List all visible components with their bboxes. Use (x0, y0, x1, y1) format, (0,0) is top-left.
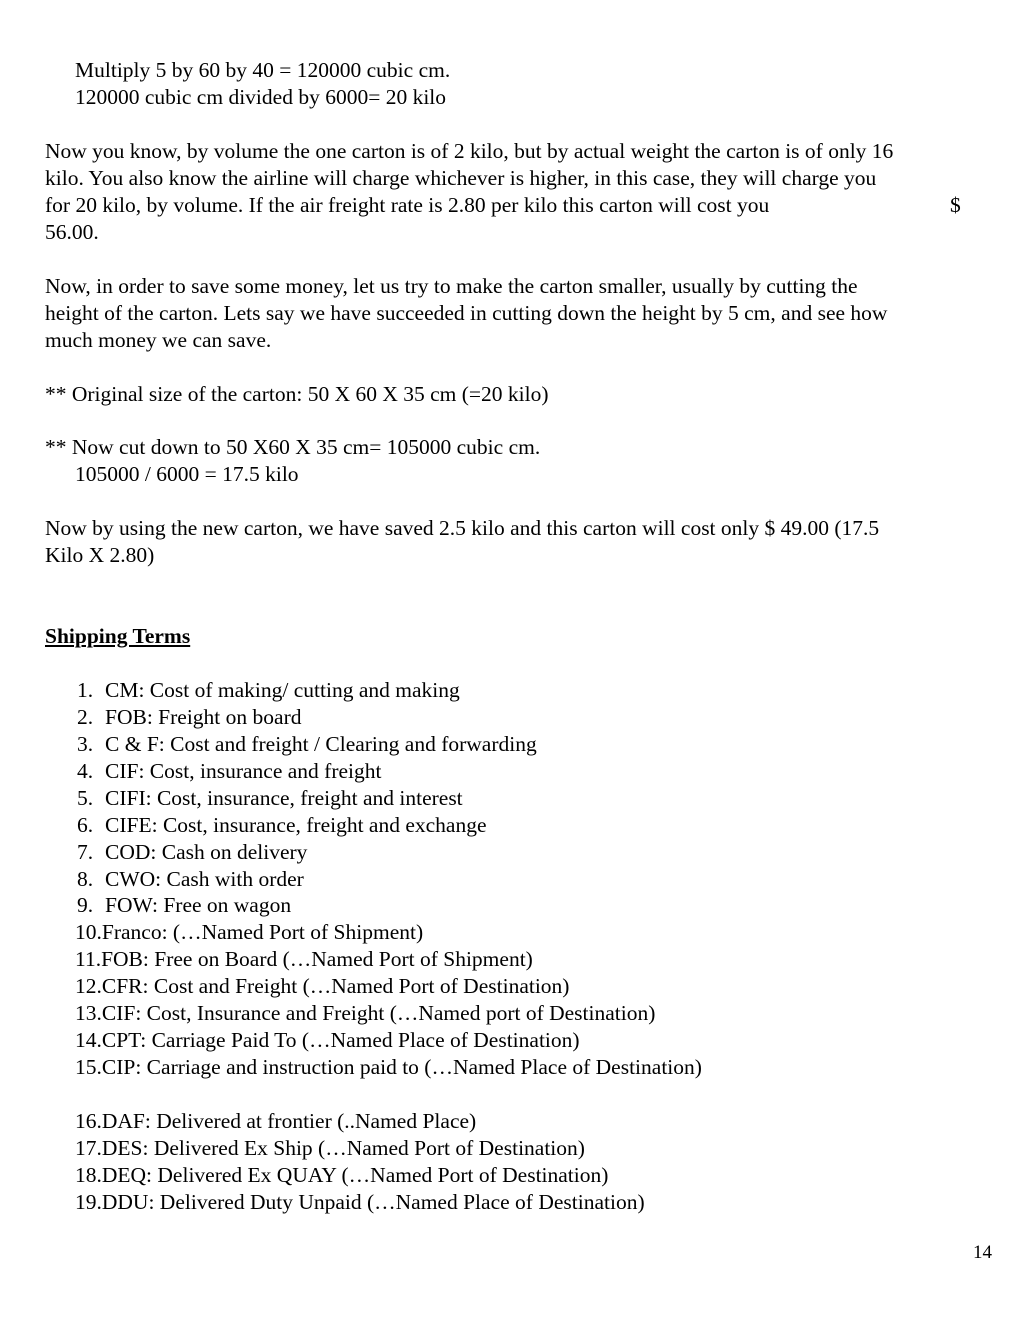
term-item (77, 839, 307, 866)
term-item (75, 973, 569, 1000)
term-number: 7. (77, 840, 94, 864)
term-item (75, 1027, 580, 1054)
term-item (77, 677, 460, 704)
paragraph-2-line-2: height of the carton. Lets say we have succeeded in cutting down the height by 5 cm, and see how (45, 301, 888, 325)
term-text: CIFI: Cost, insurance, freight and interest (105, 786, 463, 810)
term-number: 11. (75, 947, 102, 971)
shipping-terms-heading: Shipping Terms (45, 624, 191, 648)
term-number: 16. (75, 1109, 102, 1133)
term-number: 8. (77, 867, 94, 891)
term-text: CPT: Carriage Paid To (…Named Place of Destination) (101, 1028, 580, 1052)
term-text: DES: Delivered Ex Ship (…Named Port of Destination) (101, 1136, 585, 1160)
term-item (75, 1000, 655, 1027)
term-number: 13. (75, 1001, 102, 1025)
term-text: FOB: Freight on board (105, 705, 302, 729)
term-item (77, 866, 304, 893)
term-text: COD: Cash on delivery (105, 840, 308, 864)
term-item (75, 919, 423, 946)
term-text: C & F: Cost and freight / Clearing and forwarding (105, 732, 537, 756)
paragraph-2-line-3: much money we can save. (45, 328, 272, 352)
term-number: 3. (77, 732, 94, 756)
term-text: CIF: Cost, insurance and freight (105, 759, 382, 783)
term-item (77, 892, 291, 919)
term-number: 5. (77, 786, 94, 810)
term-text: FOB: Free on Board (…Named Port of Shipment) (101, 947, 533, 971)
term-number: 1. (77, 678, 94, 702)
term-number: 15. (75, 1055, 102, 1079)
calc-line-multiply: Multiply 5 by 60 by 40 = 120000 cubic cm. (75, 58, 451, 82)
page-number: 14 (973, 1242, 992, 1263)
paragraph-1-line-4: 56.00. (45, 220, 99, 244)
term-text: DDU: Delivered Duty Unpaid (…Named Place of Destination) (101, 1190, 645, 1214)
term-number: 6. (77, 813, 94, 837)
term-number: 4. (77, 759, 94, 783)
term-text: CWO: Cash with order (105, 867, 304, 891)
term-text: Franco: (…Named Port of Shipment) (101, 920, 424, 944)
term-number: 10. (75, 920, 102, 944)
term-number: 2. (77, 705, 94, 729)
paragraph-1-line-3: for 20 kilo, by volume. If the air freight rate is 2.80 per kilo this carton will cost you (45, 193, 770, 217)
term-number: 14. (75, 1028, 102, 1052)
term-item (75, 946, 533, 973)
term-text: CM: Cost of making/ cutting and making (105, 678, 460, 702)
term-item (75, 1054, 702, 1081)
term-item (77, 704, 301, 731)
term-text: CFR: Cost and Freight (…Named Port of Destination) (101, 974, 570, 998)
dollar-sign: $ (950, 193, 961, 217)
term-number: 9. (77, 893, 94, 917)
term-text: CIFE: Cost, insurance, freight and exchange (105, 813, 487, 837)
paragraph-2-line-1: Now, in order to save some money, let us try to make the carton smaller, usually by cutting the (45, 274, 858, 298)
term-item (77, 731, 537, 758)
term-item (77, 785, 463, 812)
paragraph-3-line-2: Kilo X 2.80) (45, 543, 155, 567)
term-item (77, 758, 381, 785)
paragraph-1-line-1: Now you know, by volume the one carton is of 2 kilo, but by actual weight the carton is of only 16 (45, 139, 894, 163)
term-number: 12. (75, 974, 102, 998)
term-item (77, 812, 487, 839)
term-number: 17. (75, 1136, 102, 1160)
term-text: FOW: Free on wagon (105, 893, 292, 917)
term-text: CIF: Cost, Insurance and Freight (…Named port of Destination) (101, 1001, 656, 1025)
original-size-line: ** Original size of the carton: 50 X 60 X 35 cm (=20 kilo) (45, 382, 549, 406)
term-text: DEQ: Delivered Ex QUAY (…Named Port of Destination) (101, 1163, 609, 1187)
paragraph-3-line-1: Now by using the new carton, we have saved 2.5 kilo and this carton will cost only $ 49.00 (17.5 (45, 516, 880, 540)
term-text: CIP: Carriage and instruction paid to (…Named Place of Destination) (101, 1055, 702, 1079)
paragraph-1-line-2: kilo. You also know the airline will charge whichever is higher, in this case, they will charge you (45, 166, 877, 190)
cut-down-line: ** Now cut down to 50 X60 X 35 cm= 105000 cubic cm. (45, 435, 541, 459)
term-item (75, 1108, 476, 1135)
term-text: DAF: Delivered at frontier (..Named Place) (101, 1109, 477, 1133)
term-item (75, 1162, 608, 1189)
term-item (75, 1135, 585, 1162)
term-number: 18. (75, 1163, 102, 1187)
term-number: 19. (75, 1190, 102, 1214)
cut-down-result-line: 105000 / 6000 = 17.5 kilo (75, 462, 299, 486)
calc-line-divide: 120000 cubic cm divided by 6000= 20 kilo (75, 85, 447, 109)
term-item (75, 1189, 645, 1216)
